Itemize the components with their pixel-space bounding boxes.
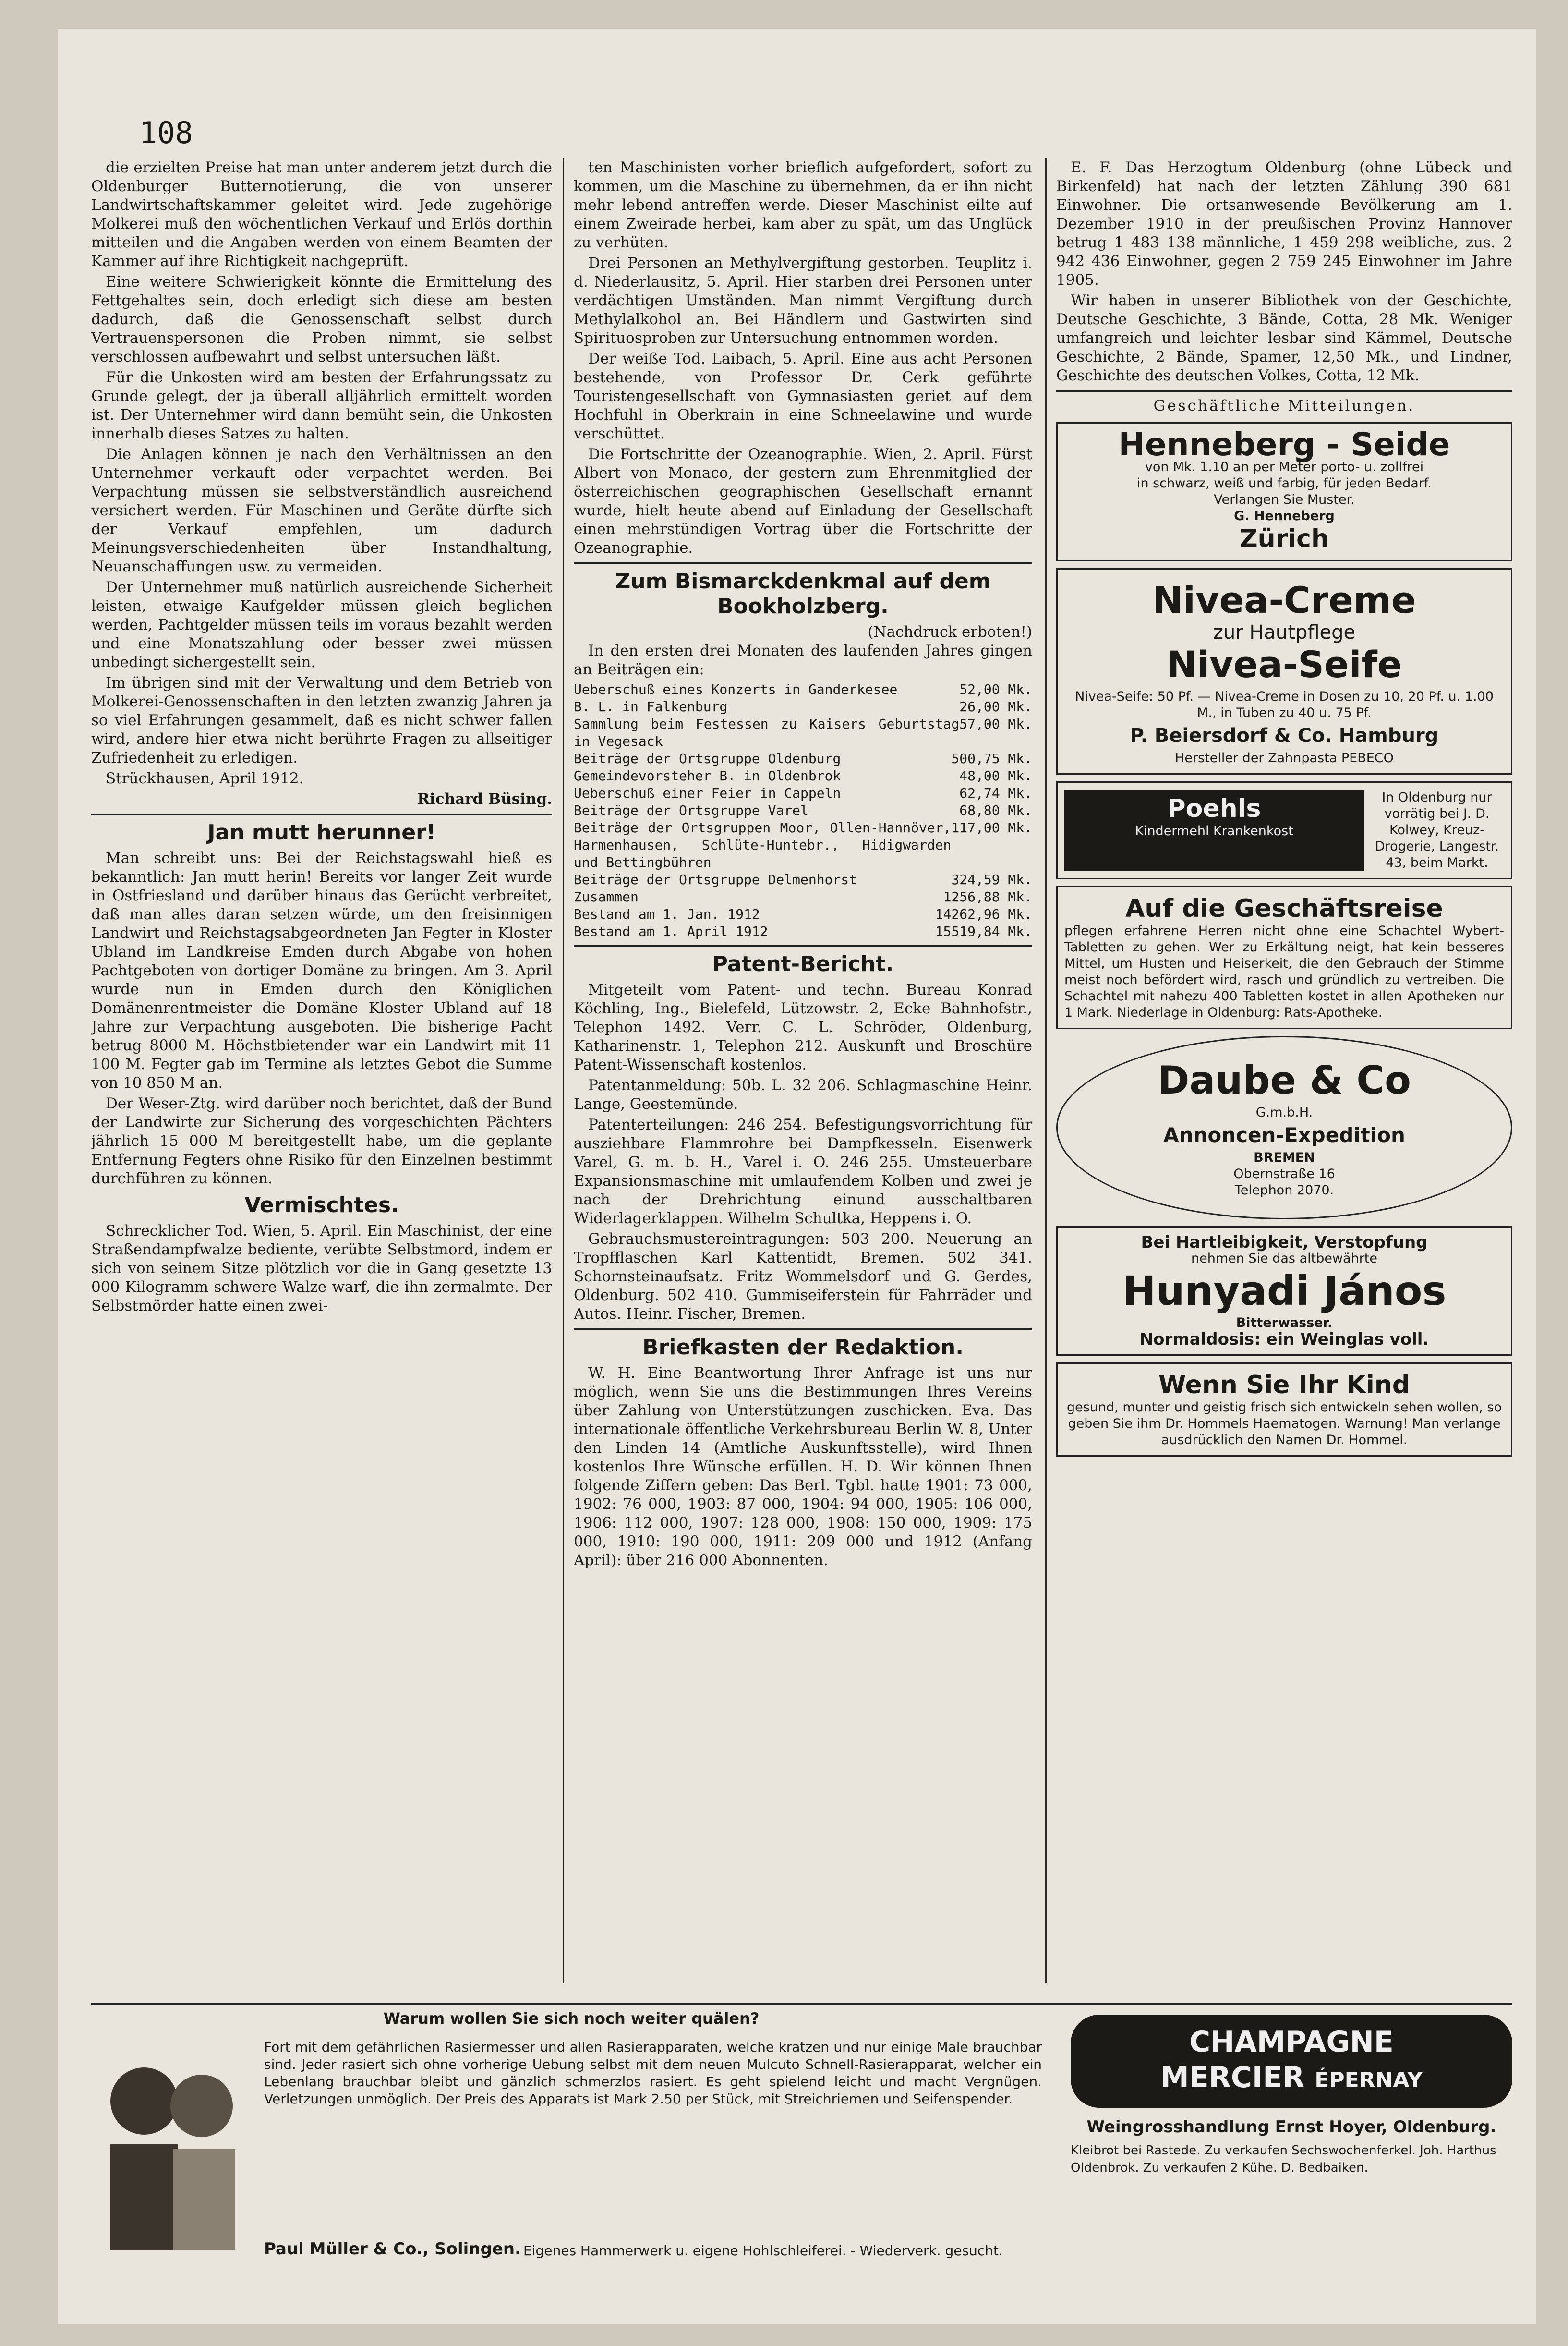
bottom-ads — [91, 2003, 1512, 2274]
ad-title: Nivea-Creme — [1152, 579, 1416, 621]
ad-text: Fort mit dem gefährlichen Rasiermesser und allen Rasierapparaten, welche kratzen und nur einige Male brauchbar sind. Jeder rasiert sich ohne vorherige Uebung selbst mit dem neuen Mulcuto Schnell-Rasierapparat, welcher ein Lebenlang brauchbar bleibt und gänzlich schmerzlos rasiert. Es geht spielend leicht und macht Vergnügen. Verletzungen unmöglich. Der Preis des Apparats ist Mark 2.50 per Stück, mit Streichriemen und Seifenspender. — [264, 2039, 1042, 2107]
article-text: Die Fortschritte der Ozeanographie. Wien, 2. April. Fürst Albert von Monaco, der gestern zum Ehrenmitglied der österreichischen geographischen Gesellschaft ernannt wurde, hielt heute abend auf Einladung der Gesellschaft einen mehrstündigen Vortrag über die Fortschritte der Ozeanographie. — [574, 446, 1032, 557]
ledger-total: Zusammen 1256,88 Mk. — [574, 889, 1032, 905]
hommel-ad — [1056, 1362, 1512, 1457]
ad-text: Nivea-Seife: 50 Pf. — Nivea-Creme in Dosen zu 10, 20 Pf. u. 1.00 M., in Tuben zu 40 u. 75 Pf. — [1075, 689, 1494, 720]
ad-text: gesund, munter und geistig frisch sich entwickeln sehen wollen, so geben Sie ihm Dr. Hommels Haematogen. Warnung! Man verlange ausdrücklich den Namen Dr. Hommel. — [1066, 1400, 1502, 1447]
section-heading: Geschäftliche Mitteilungen. — [1153, 397, 1415, 414]
ledger-row: Ueberschuß einer Feier in Cappeln 62,74 Mk. — [574, 785, 1032, 801]
article-text: Für die Unkosten wird am besten der Erfahrungssatz zu Grunde gelegt, der ja überall alljährlich ermittelt worden ist. Der Unternehmer wird dann bemüht sein, die Unkosten innerhalb dieses Satzes zu halten. — [91, 369, 552, 442]
article-text: Drei Personen an Methylvergiftung gestorben. Teuplitz i. d. Niederlausitz, 5. April. Hier starben drei Personen unter verdächtigen Umständen. Man nimmt Vergiftung durch Methylalkohol an. Bei Händlern und Gastwirten sind Spirituosproben zur Untersuchung entnommen worden. — [574, 255, 1032, 347]
ad-text: Obernstraße 16 — [1233, 1167, 1335, 1181]
article-text: Die Anlagen können je nach den Verhältnissen an den Unternehmer verkauft oder verpachtet werden. Bei Verpachtung müssen sie selbstverständlich ausreichend versichert werden. Für Maschinen und Geräte dürfte sich der Verkauf empfehlen, um dadurch Meinungsverschiedenheiten über Instandhaltung, Neuanschaffungen usw. zu vermeiden. — [91, 446, 552, 575]
rule — [574, 945, 1032, 947]
section-heading: Zum Bismarckdenkmal auf dem Bookholzberg. — [615, 569, 991, 619]
rule — [574, 562, 1032, 564]
rule — [1056, 390, 1512, 392]
ad-text: Bitterwasser. — [1236, 1315, 1333, 1330]
ad-text: Telephon 2070. — [1234, 1183, 1334, 1198]
ad-text: Oldenbrok. Zu verkaufen 2 Kühe. D. Bedbaiken. — [1071, 2161, 1368, 2175]
champagne-ad — [1071, 2005, 1512, 2274]
nivea-ad — [1056, 568, 1512, 775]
ad-text: zur Hautpflege — [1213, 621, 1356, 644]
ad-text: P. Beiersdorf & Co. Hamburg — [1130, 725, 1439, 747]
ad-text: Bei Hartleibigkeit, Verstopfung — [1141, 1233, 1428, 1252]
section-heading: Jan mutt herunner! — [207, 820, 436, 845]
ledger-row: B. L. in Falkenburg 26,00 Mk. — [574, 699, 1032, 715]
article-text: ten Maschinisten vorher brieflich aufgefordert, sofort zu kommen, um die Maschine zu übernehmen, da er ihn nicht mehr lebend antreffen werde. Dieser Maschinist eilte auf einem Zweirade herbei, kam aber zu spät, um das Unglück zu verhüten. — [574, 159, 1032, 251]
ad-text: Eigenes Hammerwerk u. eigene Hohlschleiferei. - Wiederverk. gesucht. — [523, 2243, 1003, 2259]
poehl-ad — [1056, 781, 1512, 879]
article-text: E. F. Das Herzogtum Oldenburg (ohne Lübeck und Birkenfeld) hat nach der letzten Zählung 390 681 Einwohner. Die ortsanwesende Bevölkerung am 1. Dezember 1910 in der preußischen Provinz Hannover betrug 1 483 138 männliche, 1 459 298 weibliche, zus. 2 942 436 Einwohner, gegen 2 759 245 Einwohner im Jahre 1905. — [1056, 159, 1512, 289]
column-2 — [574, 158, 1032, 1993]
rule — [574, 1328, 1032, 1330]
ad-text: in schwarz, weiß und farbig, für jeden Bedarf. — [1136, 476, 1432, 491]
author: Richard Büsing. — [417, 790, 552, 808]
ad-title: Auf die Geschäftsreise — [1125, 894, 1443, 923]
article-text: Wir haben in unserer Bibliothek von der Geschichte, Deutsche Geschichte, 3 Bände, Cotta, 28 Mk. Weniger umfangreich und leichter lesbar sind Kämmel, Deutsche Geschichte, 2 Bände, Spamer, 12,50 Mk., und Lindner, Geschichte des deutschen Volkes, Cotta, 12 Mk. — [1056, 292, 1512, 384]
ad-text: Hersteller der Zahnpasta PEBECO — [1175, 751, 1394, 766]
ad-illustration — [91, 2048, 254, 2255]
ad-title: Henneberg - Seide — [1118, 426, 1450, 463]
article-text: Gebrauchsmustereintragungen: 503 200. Neuerung an Tropfflaschen Karl Kattentidt, Bremen. 502 341. Schornsteinaufsatz. Fritz Wommelsdorf und G. Gerdes, Oldenburg. 502 410. Gummiseiferstein für Fahrräder und Autos. Heinr. Fischer, Bremen. — [574, 1230, 1032, 1323]
ad-text: Zürich — [1239, 524, 1329, 553]
article-text: Schrecklicher Tod. Wien, 5. April. Ein Maschinist, der eine Straßendampfwalze bediente, verübte Selbstmord, indem er sich von seinem Sitze plötzlich vor die in Gang gesetzte 13 000 Kilogramm schwere Walze warf, die ihn zermalmte. Der Selbstmörder hatte einen zwei- — [91, 1222, 552, 1314]
article-text: Der Weser-Ztg. wird darüber noch berichtet, daß der Bund der Landwirte zur Sicherung des vorgeschichten Pächters jährlich 15 000 M bereitgestellt habe, um die geplante Entfernung Fegters ohne Risiko für den Einzelnen bestimmt durchführen zu können. — [91, 1095, 552, 1187]
column-divider — [563, 158, 564, 1983]
article-text: Der Unternehmer muß natürlich ausreichende Sicherheit leisten, etwaige Kaufgelder müssen gleich beglichen werden, Pachtgelder müssen teils im voraus bezahlt werden und eine Monatszahlung oder besser zwei müssen unbedingt sichergestellt sein. — [91, 579, 552, 671]
ledger-row: Beiträge der Ortsgruppe Oldenburg 500,75 Mk. — [574, 751, 1032, 766]
ledger-row: Beiträge der Ortsgruppe Delmenhorst 324,59 Mk. — [574, 872, 1032, 887]
article-text: In den ersten drei Monaten des laufenden Jahres gingen an Beiträgen ein: — [574, 642, 1032, 678]
ad-firm: Paul Müller & Co., Solingen. — [264, 2239, 521, 2259]
article-text: W. H. Eine Beantwortung Ihrer Anfrage ist uns nur möglich, wenn Sie uns die Bestimmungen Ihres Vereins über Zahlung von Unterstützungen zuschicken. Eva. Das internationale öffentliche Verkehrsbureau Berlin W. 8, Unter den Linden 14 (Amtliche Auskunftsstelle), wird Ihnen kostenlos Ihre Wünsche erfüllen. H. D. Wir können Ihnen folgende Ziffern geben: Das Berl. Tgbl. hatte 1901: 73 000, 1902: 76 000, 1903: 87 000, 1904: 94 000, 1905: 106 000, 1906: 112 000, 1907: 128 000, 1908: 150 000, 1909: 175 000, 1910: 190 000, 1911: 209 000 und 1912 (Anfang April): über 216 000 Abonnenten. — [574, 1364, 1032, 1569]
ad-text: pflegen erfahrene Herren nicht ohne eine Schachtel Wybert-Tabletten zu gehen. Wer zu Erkältung neigt, hat kein besseres Mittel, um Husten und Heiserkeit, die den Gebrauch der Stimme meist noch befördert wird, rasch und gründlich zu vertreiben. Die Schachtel mit nahezu 400 Tabletten kostet in allen Apotheken nur 1 Mark. Niederlage in Oldenburg: Rats-Apotheke. — [1064, 924, 1504, 1020]
ledger-row: Sammlung beim Festessen zu Kaisers Geburtstag in Vegesack 57,00 Mk. — [574, 716, 1032, 749]
daube-ad — [1056, 1036, 1512, 1219]
ad-title: Nivea-Seife — [1166, 643, 1402, 686]
ad-logo: CHAMPAGNE MERCIER ÉPERNAY — [1071, 2015, 1512, 2108]
section-heading: Briefkasten der Redaktion. — [642, 1335, 964, 1360]
ad-text: BREMEN — [1254, 1150, 1315, 1165]
ad-text: Weingrosshandlung Ernst Hoyer, Oldenburg. — [1086, 2117, 1496, 2137]
ledger-balance: Bestand am 1. April 1912 15519,84 Mk. — [574, 924, 1032, 939]
ad-text: In Oldenburg nur vorrätig bei J. D. Kolwey, Kreuz-Drogerie, Langestr. 43, beim Markt. — [1375, 790, 1499, 870]
ad-text: Annoncen-Expedition — [1163, 1123, 1405, 1147]
ad-text: nehmen Sie das altbewährte — [1191, 1251, 1378, 1266]
ad-text: Kleibrot bei Rastede. Zu verkaufen Sechswochenferkel. Joh. Harthus — [1071, 2143, 1496, 2158]
mulcuto-ad — [91, 2005, 1051, 2274]
article-text: Eine weitere Schwierigkeit könnte die Ermittelung des Fettgehaltes sein, doch erledigt sich diese am besten dadurch, daß die Genossenschaft selbst durch Vertrauenspersonen die Proben nimmt, sie selbst verschlossen aufbewahrt und selbst untersuchen läßt. — [91, 273, 552, 365]
article-text: Patenterteilungen: 246 254. Befestigungsvorrichtung für ausziehbare Flammrohre bei Dampfkesseln. Eisenwerk Varel, G. m. b. H., Varel i. O. 246 255. Umsteuerbare Expansionsmaschine mit umlaufendem Kolben und zwei je nach der Drehrichtung einund ausschaltbaren Widerlagerklappen. Wilhelm Schultka, Heppens i. O. — [574, 1116, 1032, 1227]
ad-title: Warum wollen Sie sich noch weiter quälen? — [383, 2009, 760, 2028]
ad-text: Normaldosis: ein Weinglas voll. — [1139, 1330, 1429, 1349]
ledger-row: Gemeindevorsteher B. in Oldenbrok 48,00 Mk. — [574, 768, 1032, 784]
donation-ledger — [574, 681, 1032, 888]
article-text: Mitgeteilt vom Patent- und techn. Bureau Konrad Köchling, Ing., Bielefeld, Lützowstr. 2, Ecke Bahnhofstr., Telephon 1492. Verr. C. L. Schröder, Oldenburg, Katharinenstr. 1, Telephon 212. Auskunft und Broschüre Patent-Wissenschaft kostenlos. — [574, 981, 1032, 1073]
column-3 — [1056, 158, 1512, 1993]
ledger-row: Ueberschuß eines Konzerts in Ganderkesee 52,00 Mk. — [574, 681, 1032, 697]
article-text: die erzielten Preise hat man unter anderem jetzt durch die Oldenburger Butternotierung, die von unserer Landwirtschaftskammer geleitet wird. Jede zugehörige Molkerei muß den wöchentlichen Verkauf und Erlös dorthin mitteilen und die Angaben werden von einem Beamten der Kammer auf ihre Richtigkeit nachgeprüft. — [91, 159, 552, 270]
article-text: Man schreibt uns: Bei der Reichstagswahl hieß es bekanntlich: Jan mutt herin! Bereits vor langer Zeit wurde in Ostfriesland und darüber hinaus das Gerücht verbreitet, daß man alles daran setzen würde, um den freisinnigen Landwirt und Reichstagsabgeordneten Jan Fegter in Kloster Ubland im Landkreise Emden durch Abgabe von hohen Pachtgeboten von dortiger Domäne zu bringen. Am 3. April wurde nun in Emden durch den Königlichen Domänenrentmeister die Domäne Kloster Ubland auf 18 Jahre zur Verpachtung ausgeboten. Die bisherige Pacht betrug 8000 M. Höchstbietender war ein Landwirt mit 11 100 M. Fegter gab im Termine als letztes Gebot die Summe von 10 850 M an. — [91, 850, 552, 1092]
column-divider — [1045, 158, 1047, 1983]
henneberg-ad — [1056, 422, 1512, 561]
ad-title: Daube & Co — [1157, 1058, 1411, 1103]
article-text: Patentanmeldung: 50b. L. 32 206. Schlagmaschine Heinr. Lange, Geestemünde. — [574, 1077, 1032, 1113]
hunyadi-ad — [1056, 1226, 1512, 1356]
ad-text: G.m.b.H. — [1255, 1105, 1313, 1120]
wybert-ad — [1056, 886, 1512, 1029]
ledger-row: Beiträge der Ortsgruppe Varel 68,80 Mk. — [574, 802, 1032, 818]
ad-text: Verlangen Sie Muster. — [1214, 492, 1355, 507]
ad-logo: Poehls Kindermehl Krankenkost — [1064, 790, 1364, 871]
page-number: 108 — [139, 115, 193, 150]
column-1 — [91, 158, 552, 1993]
section-heading: Patent-Bericht. — [712, 952, 894, 976]
ledger-balance: Bestand am 1. Jan. 1912 14262,96 Mk. — [574, 906, 1032, 922]
ad-text: von Mk. 1.10 an per Meter porto- u. zollfrei — [1145, 460, 1424, 474]
article-text: Der weiße Tod. Laibach, 5. April. Eine aus acht Personen bestehende, von Professor Dr. Cerk geführte Touristengesellschaft von Gymnasiasten geriet auf dem Hochfuhl in Oberkrain in eine Schneelawine und wurde verschüttet. — [574, 350, 1032, 442]
ad-text: G. Henneberg — [1234, 509, 1335, 523]
dateline: Strückhausen, April 1912. — [106, 770, 304, 787]
article-text: Im übrigen sind mit der Verwaltung und dem Betrieb von Molkerei-Genossenschaften in den letzten zwanzig Jahren ja so viel Erfahrungen gesammelt, daß es nicht schwer fallen wird, andere hier etwa nicht berührte Fragen zu allseitiger Zufriedenheit zu erledigen. — [91, 674, 552, 766]
ad-title: Wenn Sie Ihr Kind — [1158, 1371, 1411, 1399]
section-heading: Vermischtes. — [244, 1193, 399, 1217]
rule — [91, 814, 552, 815]
ledger-row: Beiträge der Ortsgruppen Moor, Ollen-Hannöver, Harmenhausen, Schlüte-Huntebr., Hidigwarden und Bettingbühren 117,00 Mk. — [574, 820, 1032, 870]
note: (Nachdruck erboten!) — [868, 623, 1032, 641]
ad-title: Hunyadi János — [1122, 1267, 1447, 1314]
